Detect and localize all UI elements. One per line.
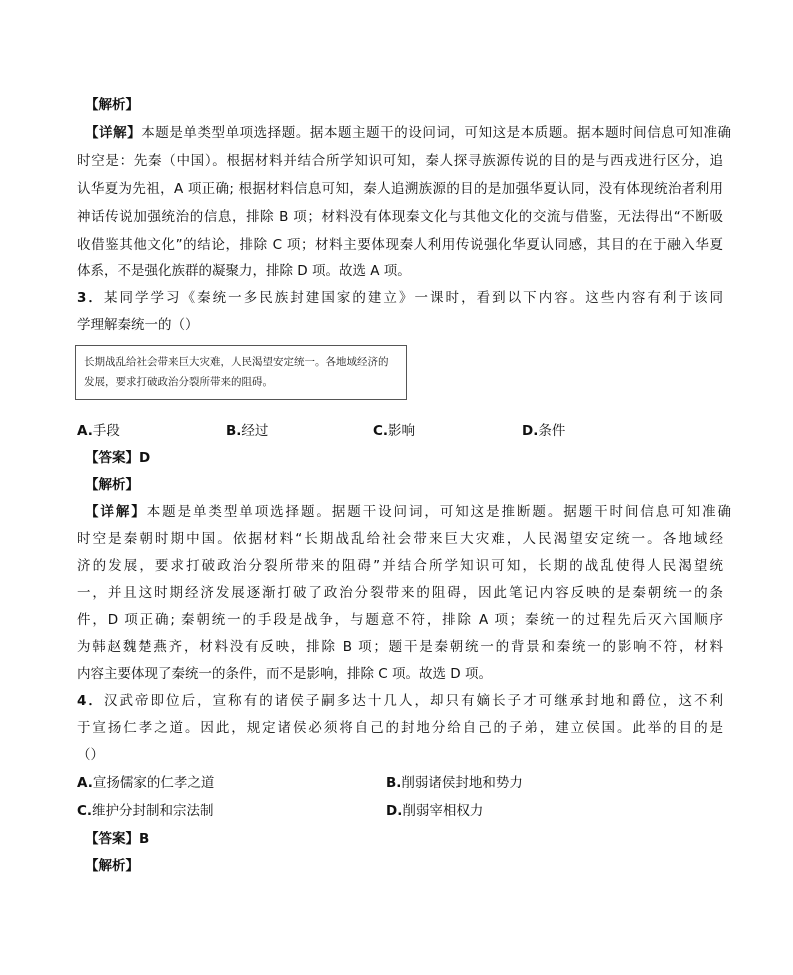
- q3-option-b: B.经过: [226, 423, 269, 439]
- q2-detail-line-6: 体系，不是强化族群的凝聚力，排除 D 项。故选 A 项。: [77, 263, 411, 279]
- q3-detail-label: 【详解】: [85, 504, 147, 520]
- q4-option-b: B.削弱诸侯封地和势力: [386, 775, 523, 791]
- q3-analysis-label: 【解析】: [85, 477, 139, 493]
- q2-detail-line-4: 神话传说加强统治的信息，排除 B 项；材料没有体现秦文化与其他文化的交流与借鉴，无法得出“不断吸: [77, 209, 723, 225]
- q2-detail-line-3: 认华夏为先祖，A 项正确; 根据材料信息可知，秦人追溯族源的目的是加强华夏认同，没有体现统治者利用: [77, 181, 723, 197]
- q4-stem-line-3: （）: [77, 747, 104, 763]
- q2-detail-label: 【详解】: [85, 125, 142, 141]
- q4-option-c: C.维护分封制和宗法制: [77, 803, 214, 819]
- q3-material-line-1: 长期战乱给社会带来巨大灾难，人民渴望安定统一。各地域经济的: [84, 356, 389, 368]
- q2-detail-line-1: 【详解】本题是单类型单项选择题。据本题主题干的设问词，可知这是本质题。据本题时间信息可知准确: [85, 125, 732, 141]
- q4-stem-line-2: 于宣扬仁孝之道。因此，规定诸侯必须将自己的封地分给自己的子弟，建立侯国。此举的目的是: [77, 720, 723, 736]
- q4-analysis-label: 【解析】: [85, 858, 139, 874]
- q3-detail-line-7: 内容主要体现了秦统一的条件，而不是影响，排除 C 项。故选 D 项。: [77, 666, 492, 682]
- q2-detail-line-2: 时空是：先秦（中国）。根据材料并结合所学知识可知，秦人探寻族源传说的目的是与西戎进行区分，追: [77, 153, 723, 169]
- q3-material-line-2: 发展，要求打破政治分裂所带来的阻碍。: [84, 376, 273, 388]
- q4-answer-value: B: [139, 831, 150, 847]
- q3-detail-line-2: 时空是秦朝时期中国。依据材料“长期战乱给社会带来巨大灾难，人民渴望安定统一。各地域经: [77, 531, 723, 547]
- q3-detail-line-6: 为韩赵魏楚燕齐，材料没有反映，排除 B 项；题干是秦朝统一的背景和秦统一的影响不符，材料: [77, 639, 723, 655]
- q3-answer: 【答案】D: [85, 450, 151, 466]
- q3-detail-line-5: 件，D 项正确; 秦朝统一的手段是战争，与题意不符，排除 A 项；秦统一的过程先后灭六国顺序: [77, 612, 723, 628]
- q4-stem-line-1: 4．汉武帝即位后，宣称有的诸侯子嗣多达十几人，却只有嫡长子才可继承封地和爵位，这不利: [77, 693, 723, 709]
- q3-material-box: [75, 345, 407, 400]
- q3-option-c: C.影响: [373, 423, 416, 439]
- q4-option-a: A.宣扬儒家的仁孝之道: [77, 775, 215, 791]
- q3-stem-line-1: 3．某同学学习《秦统一多民族封建国家的建立》一课时，看到以下内容。这些内容有利于该同: [77, 290, 723, 306]
- q4-number: 4．: [77, 693, 104, 709]
- q3-detail-line-4: 一，并且这时期经济发展逐渐打破了政治分裂带来的阻碍，因此笔记内容反映的是秦朝统一的条: [77, 585, 723, 601]
- q3-stem-line-2: 学理解秦统一的（）: [77, 317, 199, 333]
- q3-option-d: D.条件: [522, 423, 566, 439]
- q3-option-a: A.手段: [77, 423, 120, 439]
- q3-number: 3．: [77, 290, 104, 306]
- q3-answer-value: D: [139, 450, 151, 466]
- q2-analysis-label: 【解析】: [85, 97, 139, 113]
- q4-answer: 【答案】B: [85, 831, 150, 847]
- q3-detail-line-1: 【详解】本题是单类型单项选择题。据题干设问词，可知这是推断题。据题干时间信息可知准确: [85, 504, 732, 520]
- q4-option-d: D.削弱宰相权力: [386, 803, 484, 819]
- q2-detail-line-5: 收借鉴其他文化”的结论，排除 C 项；材料主要体现秦人利用传说强化华夏认同感，其目的在于融入华夏: [77, 237, 723, 253]
- q3-detail-line-3: 济的发展，要求打破政治分裂所带来的阻碍”并结合所学知识可知，长期的战乱使得人民渴望统: [77, 558, 723, 574]
